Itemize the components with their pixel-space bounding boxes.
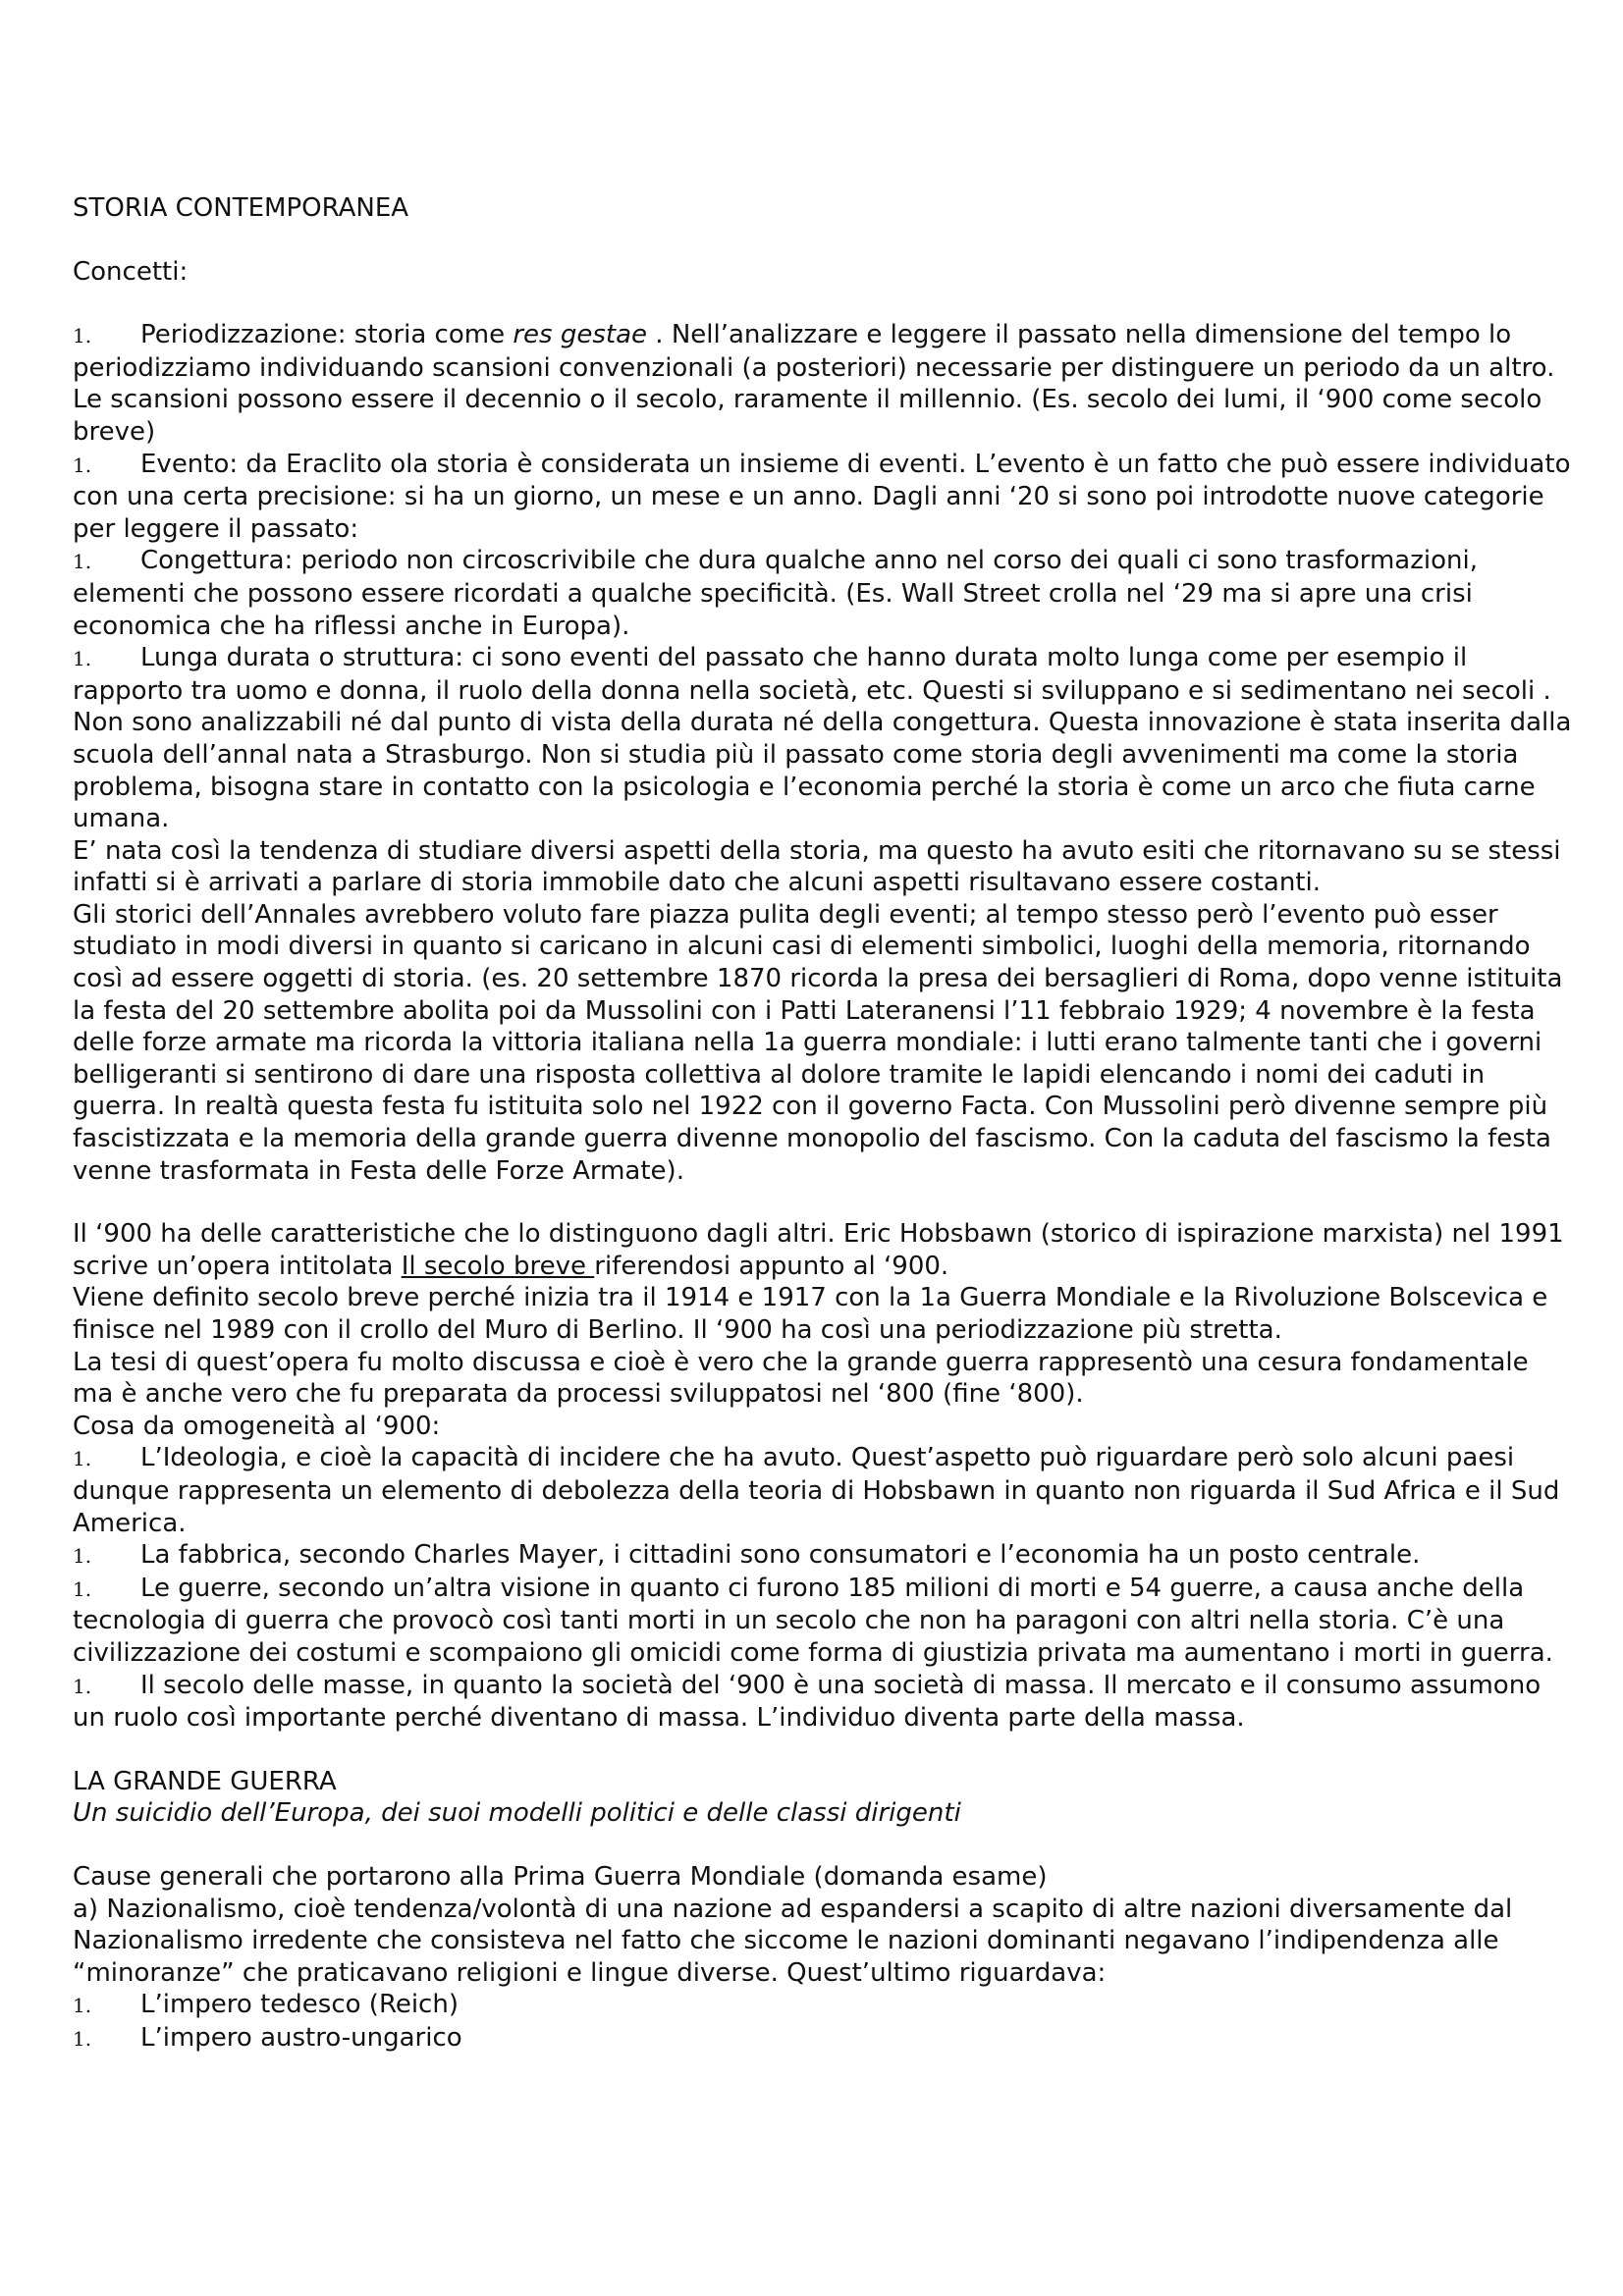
section-title-grande-guerra: LA GRANDE GUERRA — [73, 1766, 337, 1796]
list-item-text: L’impero tedesco (Reich) — [140, 1990, 459, 2020]
list-number: 1. — [73, 324, 92, 348]
list-item-impero-tedesco — [73, 1989, 1575, 2022]
list-number: 1. — [73, 550, 92, 574]
list-item-ideologia — [73, 1442, 1575, 1539]
omogeneita-label: Cosa da omogeneità al ‘900: — [73, 1411, 441, 1441]
list-item-text: . Nell’analizzare e leggere il passato nella dimensione del tempo lo periodizziamo individuando scansioni convenzionali (a posteriori) necessarie per distinguere un periodo da un altro. Le scansioni possono essere il decennio o il secolo, raramente il millennio. (Es. secolo dei lumi, il ‘900 come secolo breve) — [73, 320, 1555, 447]
list-item-text: Evento: da Eraclito ola storia è considerata un insieme di eventi. L’evento è un fatto che può essere individuato con una certa precisione: si ha un giorno, un mese e un anno. Dagli anni ‘20 si sono poi introdotte nuove categorie per leggere il passato: — [73, 449, 1571, 544]
list-item-evento — [73, 449, 1575, 546]
list-item-masse — [73, 1670, 1575, 1735]
paragraph-900 — [73, 1218, 1575, 1282]
paragraph-text: riferendosi appunto al ‘900. — [594, 1251, 949, 1281]
list-number: 1. — [73, 1544, 92, 1569]
list-number: 1. — [73, 1447, 92, 1471]
list-number: 1. — [73, 1994, 92, 2018]
list-item-text: Lunga durata o struttura: ci sono eventi del passato che hanno durata molto lunga come per esempio il rapporto tra uomo e donna, il ruolo della donna nella società, etc. Questi si sviluppano e si sedimentano nei secoli . Non sono analizzabili né dal punto di vista della durata né della congettura. Questa innovazione è stata inserita dalla scuola dell’annal nata a Strasburgo. Non si studia più il passato come storia degli avvenimenti ma come la storia problema, bisogna stare in contatto con la psicologia e l’economia perché la storia è come un arco che fiuta carne umana. — [73, 643, 1572, 834]
list-item-text: Congettura: periodo non circoscrivibile che dura qualche anno nel corso dei quali ci sono trasformazioni, elementi che possono essere ricordati a qualche specificità. (Es. Wall Street crolla nel ‘29 ma si apre una crisi economica che ha riflessi anche in Europa). — [73, 546, 1478, 641]
list-item-lunga-durata — [73, 642, 1575, 835]
paragraph-tesi: La tesi di quest’opera fu molto discussa e cioè è vero che la grande guerra rappresentò una cesura fondamentale ma è anche vero che fu preparata da processi sviluppatosi nel ‘800 (fine ‘800). — [73, 1347, 1529, 1410]
list-item-text: La fabbrica, secondo Charles Mayer, i cittadini sono consumatori e l’economia ha un posto centrale. — [140, 1540, 1421, 1571]
paragraph-annales: Gli storici dell’Annales avrebbero voluto fare piazza pulita degli eventi; al tempo stesso però l’evento può esser studiato in modi diversi in quanto si caricano in alcuni casi di elementi simbolici, luoghi della memoria, ritornando così ad essere oggetti di storia. (es. 20 settembre 1870 ricorda la presa dei bersaglieri di Roma, dopo venne istituita la festa del 20 settembre abolita poi da Mussolini con i Patti Lateranensi l’11 febbraio 1929; 4 novembre è la festa delle forze armate ma ricorda la vittoria italiana nella 1a guerra mondiale: i lutti erano talmente tanti che i governi belligeranti si sentirono di dare una risposta collettiva al dolore tramite le lapidi elencando i nomi dei caduti in guerra. In realtà questa festa fu istituita solo nel 1922 con il governo Facta. Con Mussolini però divenne sempre più fascistizzata e la memoria della grande guerra divenne monopolio del fascismo. Con la caduta del fascismo la festa venne trasformata in Festa delle Forze Armate). — [73, 899, 1563, 1186]
document-title: STORIA CONTEMPORANEA — [73, 193, 409, 223]
list-item-text: Le guerre, secondo un’altra visione in quanto ci furono 185 milioni di morti e 54 guerre, a causa anche della tecnologia di guerra che provocò così tanti morti in un secolo che non ha paragoni con altri nella storia. C’è una civilizzazione dei costumi e scompaiono gli omicidi come forma di giustizia privata ma aumentano i morti in guerra. — [73, 1573, 1553, 1668]
section-subtitle: Un suicidio dell’Europa, dei suoi modelli politici e delle classi dirigenti — [73, 1798, 961, 1829]
concepts-label: Concetti: — [73, 256, 189, 287]
list-number: 1. — [73, 453, 92, 477]
paragraph-text: Il ‘900 ha delle caratteristiche che lo distinguono dagli altri. Eric Hobsbawn (storico di ispirazione marxista) nel 1991 scrive un’opera intitolata — [73, 1219, 1564, 1281]
paragraph-gap — [73, 1187, 1575, 1218]
paragraph-tendenza: E’ nata così la tendenza di studiare diversi aspetti della storia, ma questo ha avuto esiti che ritornavano su se stessi infatti si è arrivati a parlare di storia immobile dato che alcuni aspetti risultavano essere costanti. — [73, 835, 1561, 898]
list-item-text: Il secolo delle masse, in quanto la società del ‘900 è una società di massa. Il mercato e il consumo assumono un ruolo così importante perché diventano di massa. L’individuo diventa parte della massa. — [73, 1670, 1542, 1734]
list-item-text: Periodizzazione: storia come — [140, 320, 514, 350]
list-item-impero-austro-ungarico — [73, 2022, 1575, 2056]
cause-label: Cause generali che portarono alla Prima Guerra Mondiale (domanda esame) — [73, 1861, 1048, 1892]
book-title: Il secolo breve — [401, 1251, 595, 1281]
list-item-periodizzazione — [73, 319, 1575, 448]
list-number: 1. — [73, 647, 92, 671]
list-item-fabbrica — [73, 1539, 1575, 1573]
list-item-guerre — [73, 1573, 1575, 1670]
paragraph-gap — [73, 1735, 1575, 1766]
italic-term: res gestae — [513, 320, 648, 350]
list-number: 1. — [73, 1674, 92, 1698]
paragraph-secolo-breve: Viene definito secolo breve perché inizia tra il 1914 e 1917 con la 1a Guerra Mondiale e la Rivoluzione Bolscevica e finisce nel 1989 con il crollo del Muro di Berlino. Il ‘900 ha così una periodizzazione più stretta. — [73, 1283, 1548, 1345]
list-number: 1. — [73, 1576, 92, 1601]
paragraph-gap — [73, 1830, 1575, 1861]
list-item-text: L’impero austro-ungarico — [140, 2022, 462, 2053]
paragraph-nazionalismo: a) Nazionalismo, cioè tendenza/volontà di una nazione ad espandersi a scapito di altre nazioni diversamente dal Nazionalismo irredente che consisteva nel fatto che siccome le nazioni dominanti negavano l’indipendenza alle “minoranze” che praticavano religioni e lingue diverse. Quest’ultimo riguardava: — [73, 1894, 1513, 1988]
list-number: 1. — [73, 2026, 92, 2051]
list-item-text: L’Ideologia, e cioè la capacità di incidere che ha avuto. Quest’aspetto può riguardare però solo alcuni paesi dunque rappresenta un elemento di debolezza della teoria di Hobsbawn in quanto non riguarda il Sud Africa e il Sud America. — [73, 1443, 1560, 1538]
list-item-congettura — [73, 545, 1575, 642]
document-page — [73, 192, 1575, 2055]
